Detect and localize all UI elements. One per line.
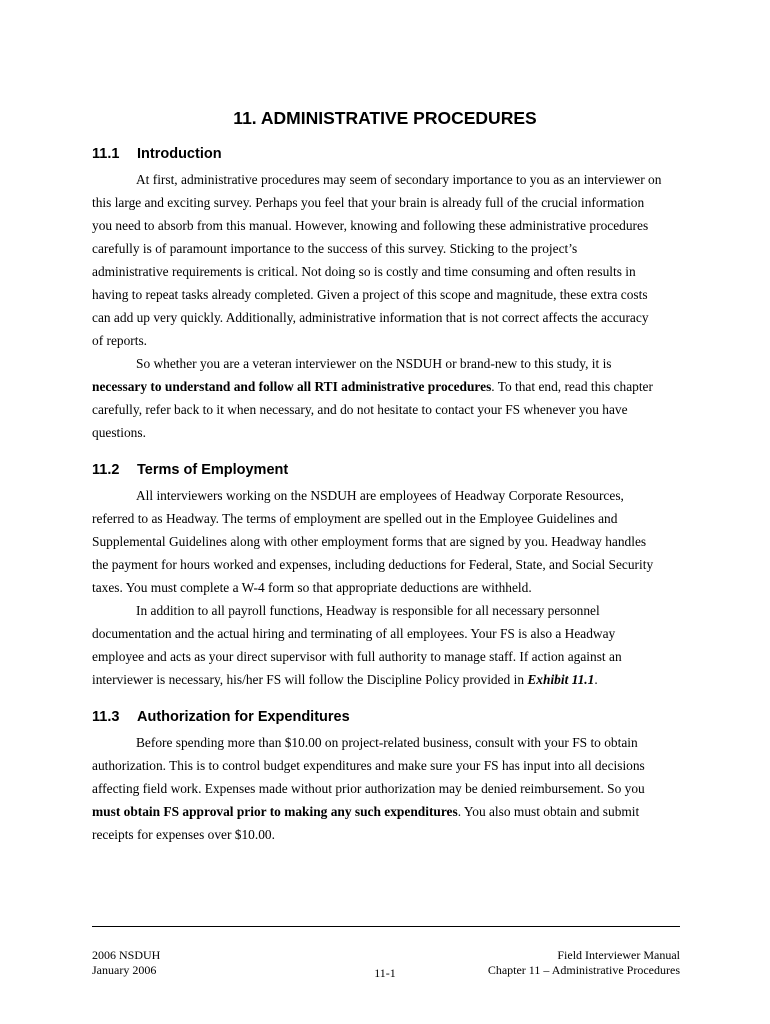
paragraph-line: having to repeat tasks already completed. Given a project of this scope and magnitude, these extra costs (92, 287, 648, 302)
paragraph-line (92, 672, 598, 688)
paragraph-line: carefully is of paramount importance to the success of this survey. Sticking to the project’s (92, 241, 578, 256)
section-title: Introduction (137, 146, 222, 162)
paragraph-line: Supplemental Guidelines along with other employment forms that are signed by you. Headway handles (92, 534, 647, 549)
section-number: 11.3 (92, 709, 120, 725)
section-title: Authorization for Expenditures (137, 709, 350, 725)
paragraph-line: administrative requirements is critical. Not doing so is costly and time consuming and often results in (92, 264, 636, 279)
paragraph-line: employee and acts as your direct supervisor with full authority to manage staff. If action against an (92, 649, 622, 664)
paragraph-line: of reports. (92, 333, 148, 348)
paragraph-line: All interviewers working on the NSDUH are employees of Headway Corporate Resources, (136, 488, 624, 503)
paragraph-line: can add up very quickly. Additionally, administrative information that is not correct affects the accuracy (92, 310, 649, 325)
bold-emphasis: necessary to understand and follow all RTI administrative procedures (92, 379, 492, 394)
section-heading-terms-of-employment (92, 462, 288, 478)
paragraph-line: authorization. This is to control budget expenditures and make sure your FS has input into all decisions (92, 758, 645, 773)
footer-right-line2: Chapter 11 – Administrative Procedures (487, 963, 680, 977)
paragraph-line: At first, administrative procedures may seem of secondary importance to you as an interviewer on (136, 172, 662, 187)
paragraph-line (92, 379, 653, 395)
paragraph-line (92, 804, 639, 820)
paragraph-line: So whether you are a veteran interviewer on the NSDUH or brand-new to this study, it is (136, 356, 612, 371)
footer-left-line2: January 2006 (92, 963, 157, 977)
paragraph-line: taxes. You must complete a W-4 form so that appropriate deductions are withheld. (92, 580, 532, 595)
paragraph-line: Before spending more than $10.00 on project-related business, consult with your FS to obtain (136, 735, 638, 750)
section-heading-authorization-for-expenditures (92, 709, 350, 725)
paragraph-line: receipts for expenses over $10.00. (92, 827, 275, 842)
bold-emphasis: must obtain FS approval prior to making any such expenditures (92, 804, 458, 819)
paragraph-line: referred to as Headway. The terms of employment are spelled out in the Employee Guidelines and (92, 511, 618, 526)
paragraph-line: this large and exciting survey. Perhaps you feel that your brain is already full of the crucial information (92, 195, 645, 210)
text-run: . (594, 672, 598, 687)
paragraph-line: you need to absorb from this manual. However, knowing and following these administrative procedures (92, 218, 649, 233)
exhibit-reference: Exhibit 11.1 (527, 672, 595, 687)
section-title: Terms of Employment (137, 462, 289, 478)
paragraph-line: In addition to all payroll functions, Headway is responsible for all necessary personnel (136, 603, 600, 618)
section-number: 11.1 (92, 146, 120, 162)
text-run: . To that end, read this chapter (491, 379, 653, 394)
text-run: interviewer is necessary, his/her FS will follow the Discipline Policy provided in (92, 672, 528, 687)
chapter-title: 11. ADMINISTRATIVE PROCEDURES (233, 108, 537, 128)
section-heading-introduction (92, 146, 222, 162)
text-run: . You also must obtain and submit (457, 804, 640, 819)
footer-left-line1: 2006 NSDUH (92, 948, 161, 962)
footer-rule (92, 926, 680, 927)
footer-right-line1: Field Interviewer Manual (557, 948, 680, 962)
paragraph-line: carefully, refer back to it when necessary, and do not hesitate to contact your FS whenever you have (92, 402, 628, 417)
paragraph-line: affecting field work. Expenses made without prior authorization may be denied reimbursement. So you (92, 781, 645, 796)
page-number: 11-1 (374, 966, 396, 980)
paragraph-line: documentation and the actual hiring and terminating of all employees. Your FS is also a Headway (92, 626, 616, 641)
paragraph-line: questions. (92, 425, 146, 440)
section-number: 11.2 (92, 462, 120, 478)
paragraph-line: the payment for hours worked and expenses, including deductions for Federal, State, and Social Security (92, 557, 654, 572)
